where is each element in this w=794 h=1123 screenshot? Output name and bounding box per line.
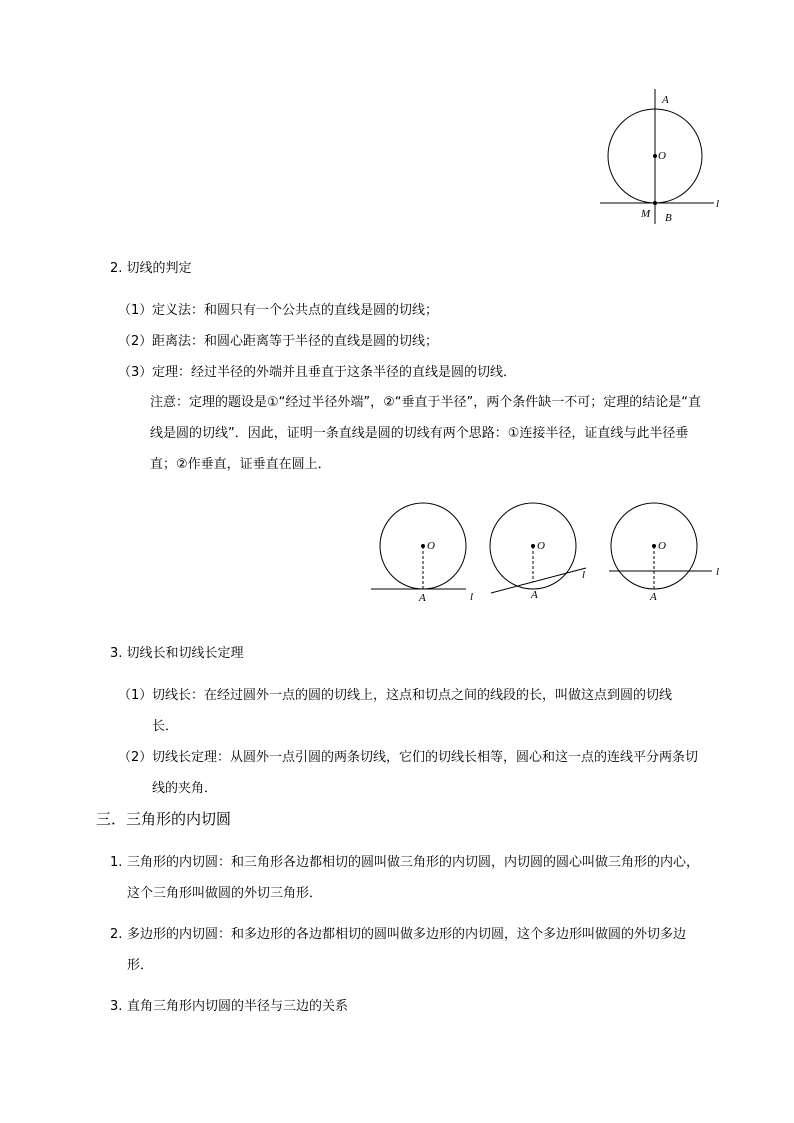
fig2-label-O2: O bbox=[537, 540, 545, 552]
fig2-label-O1: O bbox=[427, 540, 435, 552]
fig2-label-A1: A bbox=[419, 592, 426, 604]
fig2-label-l1: l bbox=[470, 591, 474, 603]
incircle-item-1: 1. 三角形的内切圆：和三角形各边都相切的圆叫做三角形的内切圆，内切圆的圆心叫做三角形的内心， 这个三角形叫做圆的外切三角形． bbox=[110, 855, 700, 901]
label-A: A bbox=[662, 94, 669, 106]
fig2-label-A3: A bbox=[650, 591, 657, 603]
tangent-length-item-2: （2）切线长定理：从圆外一点引圆的两条切线，它们的切线长相等，圆心和这一点的连线平分两条切 线的夹角． bbox=[118, 750, 699, 796]
tangent-length-item-1: （1）切线长：在经过圆外一点的圆的切线上，这点和切点之间的线段的长，叫做这点到圆的切线 长． bbox=[118, 688, 673, 734]
label-M: M bbox=[641, 208, 651, 220]
incircle-item-3: 3. 直角三角形内切圆的半径与三边的关系 bbox=[110, 999, 349, 1014]
label-B: B bbox=[665, 212, 672, 224]
fig2-label-l2: l bbox=[582, 569, 586, 581]
criteria-item-2: （2）距离法：和圆心距离等于半径的直线是圆的切线； bbox=[118, 334, 439, 349]
line-circle-diagram bbox=[366, 496, 736, 608]
incircle-item-3-wrap bbox=[110, 991, 348, 1022]
incircle-item-2-wrap bbox=[110, 919, 686, 981]
note-paragraph: 注意：定理的题设是①“经过半径外端”，②“垂直于半径”，两个条件缺一不可；定理的结论是“直 线是圆的切线”．因此，证明一条直线是圆的切线有两个思路：①连接半径，证直线与此半径垂 直；②作垂直，证垂直在圆上． bbox=[150, 395, 701, 472]
tangent-diagram-1 bbox=[590, 86, 730, 226]
incircle-list bbox=[110, 847, 699, 909]
incircle-item-2: 2. 多边形的内切圆：和多边形的各边都相切的圆叫做多边形的内切圆，这个多边形叫做圆的外切多边 形． bbox=[110, 927, 687, 973]
label-l: l bbox=[716, 198, 720, 210]
criteria-list bbox=[118, 295, 516, 388]
section-3-title: 3. 切线长和切线长定理 bbox=[110, 646, 244, 661]
label-O: O bbox=[658, 150, 666, 162]
section-2-title: 2. 切线的判定 bbox=[110, 261, 192, 276]
criteria-item-1: （1）定义法：和圆只有一个公共点的直线是圆的切线； bbox=[118, 303, 439, 318]
fig2-label-l3: l bbox=[716, 566, 720, 578]
section-heading-incircle: 三．三角形的内切圆 bbox=[96, 810, 232, 828]
tangent-length-list bbox=[118, 680, 698, 804]
fig2-label-O3: O bbox=[658, 540, 666, 552]
criteria-item-3: （3）定理：经过半径的外端并且垂直于这条半径的直线是圆的切线． bbox=[118, 365, 517, 380]
fig2-label-A2: A bbox=[531, 589, 538, 601]
